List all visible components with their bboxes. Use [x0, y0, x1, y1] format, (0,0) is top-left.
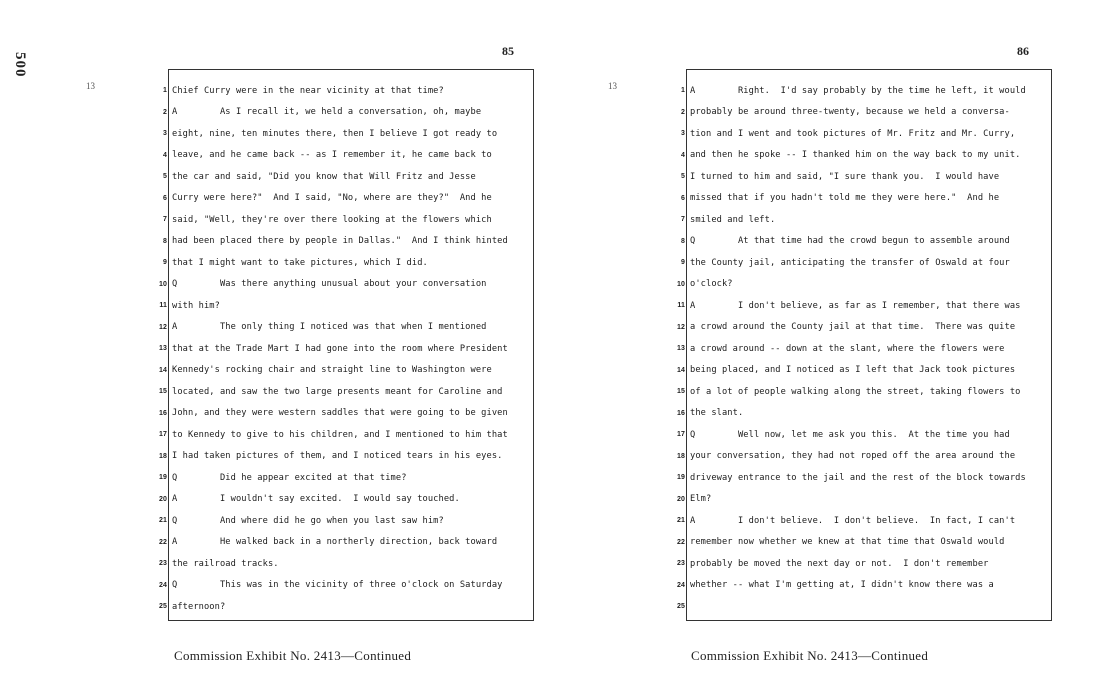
line-text: being placed, and I noticed as I left that Jack took pictures	[690, 365, 1016, 376]
line-number: 6	[681, 194, 685, 202]
line-text: Elm?	[690, 494, 712, 505]
transcript-line	[155, 338, 535, 360]
line-text: Q Well now, let me ask you this. At the time you had	[690, 429, 1010, 440]
line-text: Q This was in the vicinity of three o'clock on Saturday	[172, 580, 503, 591]
transcript-box	[677, 69, 1052, 621]
line-text: A The only thing I noticed was that when I mentioned	[172, 322, 487, 333]
transcript-line	[673, 295, 1053, 317]
transcript-line	[155, 596, 535, 618]
line-text: tion and I went and took pictures of Mr. Fritz and Mr. Curry,	[690, 128, 1016, 139]
transcript-line	[673, 80, 1053, 102]
line-number: 14	[677, 366, 685, 374]
transcript-line	[673, 403, 1053, 425]
line-number: 21	[159, 517, 167, 525]
line-text: driveway entrance to the jail and the rest of the block towards	[690, 472, 1026, 483]
transcript-line	[673, 553, 1053, 575]
line-text: I turned to him and said, "I sure thank you. I would have	[690, 171, 1000, 182]
line-number: 5	[163, 173, 167, 181]
line-number: 10	[159, 280, 167, 288]
line-text: A As I recall it, we held a conversation, oh, maybe	[172, 107, 482, 118]
transcript-line	[155, 252, 535, 274]
line-text: A I don't believe. I don't believe. In fact, I can't	[690, 515, 1016, 526]
side-page-number: 500	[12, 52, 28, 78]
line-text: a crowd around -- down at the slant, where the flowers were	[690, 343, 1005, 354]
transcript-line	[673, 338, 1053, 360]
transcript-line	[673, 317, 1053, 339]
line-number: 16	[677, 409, 685, 417]
line-text: located, and saw the two large presents meant for Caroline and	[172, 386, 503, 397]
line-number: 22	[677, 538, 685, 546]
line-number: 5	[681, 173, 685, 181]
transcript-line	[673, 123, 1053, 145]
transcript-line	[673, 274, 1053, 296]
line-number: 4	[681, 151, 685, 159]
line-text: the County jail, anticipating the transfer of Oswald at four	[690, 257, 1010, 268]
line-text: whether -- what I'm getting at, I didn't know there was a	[690, 580, 994, 591]
transcript-line	[155, 295, 535, 317]
line-number: 1	[163, 87, 167, 95]
transcript-line	[673, 209, 1053, 231]
line-text: afternoon?	[172, 601, 226, 612]
line-number: 7	[681, 216, 685, 224]
line-number: 25	[159, 603, 167, 611]
transcript-line	[155, 123, 535, 145]
transcript-line	[155, 446, 535, 468]
line-text: Q Did he appear excited at that time?	[172, 472, 407, 483]
line-number: 18	[677, 452, 685, 460]
transcript-lines	[673, 80, 1053, 618]
line-text: of a lot of people walking along the street, taking flowers to	[690, 386, 1021, 397]
transcript-line	[155, 188, 535, 210]
margin-mark: 13	[86, 81, 95, 91]
line-number: 12	[159, 323, 167, 331]
transcript-line	[673, 510, 1053, 532]
transcript-line	[155, 403, 535, 425]
transcript-box	[159, 69, 534, 621]
line-text: probably be moved the next day or not. I don't remember	[690, 558, 989, 569]
line-text: leave, and he came back -- as I remember it, he came back to	[172, 150, 492, 161]
line-number: 13	[159, 345, 167, 353]
transcript-line	[155, 166, 535, 188]
line-text: Q Was there anything unusual about your conversation	[172, 279, 487, 290]
transcript-line	[155, 532, 535, 554]
line-text: A Right. I'd say probably by the time he left, it would	[690, 85, 1026, 96]
transcript-line	[155, 274, 535, 296]
line-number: 24	[159, 581, 167, 589]
line-text: A He walked back in a northerly direction, back toward	[172, 537, 498, 548]
transcript-line	[673, 360, 1053, 382]
margin-mark: 13	[608, 81, 617, 91]
transcript-line	[155, 145, 535, 167]
transcript-line	[155, 209, 535, 231]
line-text: smiled and left.	[690, 214, 776, 225]
line-number: 20	[159, 495, 167, 503]
transcript-line	[673, 381, 1053, 403]
line-number: 15	[159, 388, 167, 396]
line-number: 3	[163, 130, 167, 138]
line-text: had been placed there by people in Dallas." And I think hinted	[172, 236, 508, 247]
transcript-line	[673, 596, 1053, 618]
line-number: 20	[677, 495, 685, 503]
line-number: 14	[159, 366, 167, 374]
line-number: 19	[677, 474, 685, 482]
exhibit-caption: Commission Exhibit No. 2413—Continued	[174, 648, 412, 663]
transcript-line	[155, 381, 535, 403]
transcript-line	[155, 317, 535, 339]
transcript-line	[673, 575, 1053, 597]
line-text: Kennedy's rocking chair and straight line to Washington were	[172, 365, 492, 376]
line-number: 8	[163, 237, 167, 245]
transcript-line	[673, 231, 1053, 253]
transcript-line	[673, 188, 1053, 210]
line-number: 15	[677, 388, 685, 396]
exhibit-caption: Commission Exhibit No. 2413—Continued	[691, 648, 929, 663]
transcript-line	[673, 446, 1053, 468]
transcript-line	[155, 553, 535, 575]
line-number: 23	[677, 560, 685, 568]
transcript-line	[673, 424, 1053, 446]
transcript-line	[155, 510, 535, 532]
line-text: that I might want to take pictures, which I did.	[172, 257, 428, 268]
line-number: 13	[677, 345, 685, 353]
line-number: 8	[681, 237, 685, 245]
line-number: 25	[677, 603, 685, 611]
transcript-line	[155, 360, 535, 382]
line-number: 22	[159, 538, 167, 546]
line-number: 16	[159, 409, 167, 417]
line-number: 2	[163, 108, 167, 116]
line-text: the railroad tracks.	[172, 558, 279, 569]
page-number: 85	[502, 44, 514, 58]
line-text: that at the Trade Mart I had gone into the room where President	[172, 343, 508, 354]
transcript-line	[155, 80, 535, 102]
line-text: to Kennedy to give to his children, and I mentioned to him that	[172, 429, 508, 440]
line-number: 1	[681, 87, 685, 95]
line-text: Q At that time had the crowd begun to assemble around	[690, 236, 1010, 247]
line-text: I had taken pictures of them, and I noticed tears in his eyes.	[172, 451, 503, 462]
line-number: 7	[163, 216, 167, 224]
transcript-line	[673, 102, 1053, 124]
transcript-line	[155, 575, 535, 597]
transcript-line	[673, 166, 1053, 188]
line-text: eight, nine, ten minutes there, then I believe I got ready to	[172, 128, 498, 139]
line-number: 17	[159, 431, 167, 439]
line-text: A I wouldn't say excited. I would say touched.	[172, 494, 460, 505]
line-text: with him?	[172, 300, 220, 311]
transcript-line	[155, 467, 535, 489]
transcript-line	[673, 145, 1053, 167]
line-number: 9	[681, 259, 685, 267]
line-text: A I don't believe, as far as I remember, that there was	[690, 300, 1021, 311]
page-number: 86	[1017, 44, 1029, 58]
line-text: probably be around three-twenty, because we held a conversa-	[690, 107, 1010, 118]
line-text: missed that if you hadn't told me they were here." And he	[690, 193, 1000, 204]
line-text: said, "Well, they're over there looking at the flowers which	[172, 214, 492, 225]
transcript-line	[155, 102, 535, 124]
transcript-line	[673, 467, 1053, 489]
transcript-line	[155, 231, 535, 253]
line-text: your conversation, they had not roped off the area around the	[690, 451, 1016, 462]
line-number: 23	[159, 560, 167, 568]
line-text: a crowd around the County jail at that time. There was quite	[690, 322, 1016, 333]
line-text: Curry were here?" And I said, "No, where are they?" And he	[172, 193, 492, 204]
line-text: John, and they were western saddles that were going to be given	[172, 408, 508, 419]
transcript-line	[673, 489, 1053, 511]
transcript-lines	[155, 80, 535, 618]
transcript-line	[673, 532, 1053, 554]
line-number: 9	[163, 259, 167, 267]
transcript-line	[155, 489, 535, 511]
line-number: 17	[677, 431, 685, 439]
line-number: 4	[163, 151, 167, 159]
transcript-line	[673, 252, 1053, 274]
line-number: 21	[677, 517, 685, 525]
line-number: 3	[681, 130, 685, 138]
line-text: o'clock?	[690, 279, 733, 290]
line-number: 12	[677, 323, 685, 331]
line-text: remember now whether we knew at that time that Oswald would	[690, 537, 1005, 548]
line-text: Chief Curry were in the near vicinity at that time?	[172, 85, 444, 96]
line-text: the car and said, "Did you know that Will Fritz and Jesse	[172, 171, 476, 182]
line-number: 18	[159, 452, 167, 460]
line-number: 2	[681, 108, 685, 116]
line-number: 10	[677, 280, 685, 288]
line-text: Q And where did he go when you last saw him?	[172, 515, 444, 526]
line-number: 6	[163, 194, 167, 202]
line-text: the slant.	[690, 408, 744, 419]
line-number: 11	[677, 302, 685, 310]
line-text: and then he spoke -- I thanked him on the way back to my unit.	[690, 150, 1021, 161]
line-number: 19	[159, 474, 167, 482]
transcript-line	[155, 424, 535, 446]
line-number: 11	[159, 302, 167, 310]
line-number: 24	[677, 581, 685, 589]
